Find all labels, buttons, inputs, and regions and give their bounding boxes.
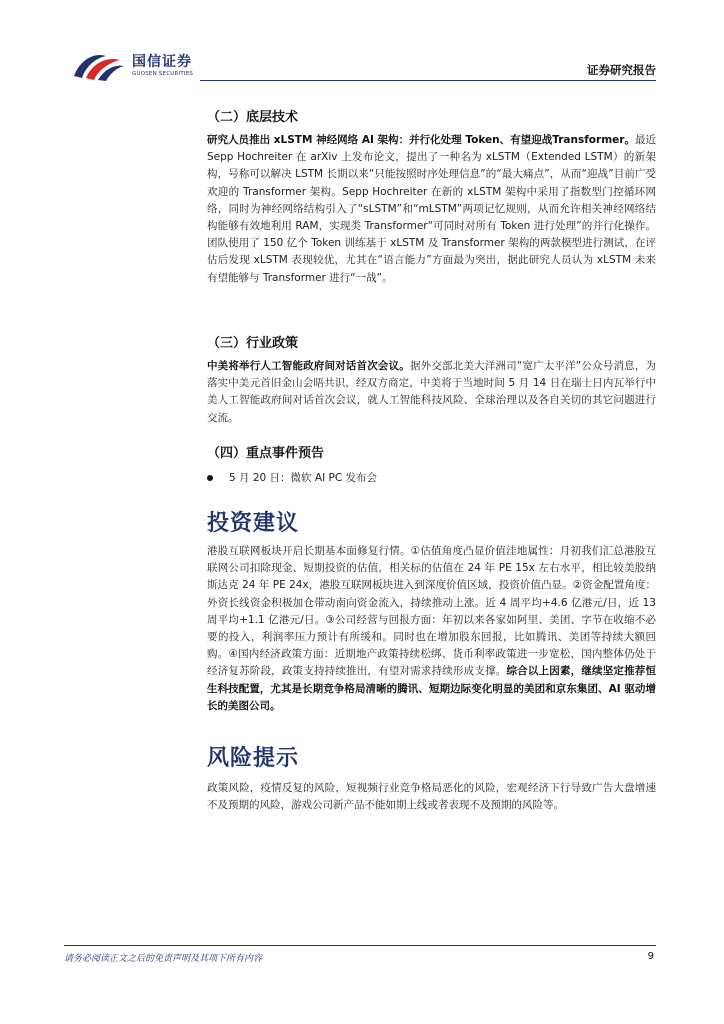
invest-paragraph: [207, 543, 656, 715]
footer-divider: [64, 945, 656, 946]
section-title-policy: （三）行业政策: [207, 336, 299, 351]
event-item-text: 5 月 20 日：微软 AI PC 发布会: [229, 472, 378, 484]
tech-paragraph: [207, 132, 656, 287]
policy-paragraph: [207, 358, 656, 427]
header-divider: [200, 80, 656, 81]
risk-paragraph: 政策风险，疫情反复的风险，短视频行业竞争格局恶化的风险，宏观经济下行导致广告大盘增速不及预期的风险，游戏公司新产品不能如期上线或者表现不及预期的风险等。: [207, 782, 656, 812]
policy-body: 据外交部北美大洋洲司“宽广太平洋”公众号消息，为落实中美元首旧金山会晤共识，经双方商定，中美将于当地时间 5 月 14 日在瑞士日内瓦举行中美人工智能政府间对话首次会议，就人工智能科技风险、全球治理以及各自关切的其它问题进行交流。: [207, 360, 656, 424]
page-header: [0, 0, 724, 90]
section-title-risk: 风险提示: [207, 746, 300, 771]
footer-disclaimer: 请务必阅读正文之后的免责声明及其项下所有内容: [64, 954, 263, 964]
logo-english-name: GUOSEN SECURITIES: [132, 71, 194, 77]
tech-lead: 研究人员推出 xLSTM 神经网络 AI 架构：并行化处理 Token、有望迎战Transformer。: [207, 134, 635, 146]
policy-lead: 中美将举行人工智能政府间对话首次会议。: [207, 360, 410, 372]
section-title-invest: 投资建议: [207, 511, 300, 536]
section-title-tech: （二）底层技术: [207, 110, 299, 125]
tech-body: 最近 Sepp Hochreiter 在 arXiv 上发布论文，提出了一种名为 xLSTM（Extended LSTM）的新架构，号称可以解决 LSTM 长期以来“只能按照时序处理信息”的“最大痛点”，从而“迎战”目前广受欢迎的 Transformer 架构。Sepp Hochreiter 在新的 xLSTM 架构中采用了指数型门控循环网络，同时为神经网络结构引入了“sLSTM”和“mLSTM”两项记忆规则，从而允许相关神经网络结构能够有效地利用 RAM，实现类 Transformer“可同时对所有 Token 进行处理”的并行化操作。团队使用了 150 亿个 Token 训练基于 xLSTM 及 Transformer 架构的两款模型进行测试，在评估后发现 xLSTM 表现较优，尤其在“语言能力”方面最为突出，据此研究人员认为 xLSTM 未来有望能够与 Transformer 进行“一战”。: [207, 134, 656, 284]
guosen-logo: [72, 50, 193, 82]
invest-conclusion: 综合以上因素，继续坚定推荐恒生科技配置，尤其是长期竞争格局清晰的腾讯、短期边际变化明显的美团和京东集团、AI 驱动增长的美图公司。: [207, 665, 657, 712]
invest-body: 港股互联网板块开启长期基本面修复行情。①估值角度凸显价值洼地属性：月初我们汇总港股互联网公司扣除现金、短期投资的估值，相关标的估值在 24 年 PE 15x 左右水平，相比较美股纳斯达克 24 年 PE 24x，港股互联网板块进入到深度价值区域，投资价值凸显。②资金配置角度：外资长线资金积极加仓带动南向资金流入，持续推动上涨。近 4 周平均+4.6 亿港元/日，近 13 周平均+1.1 亿港元/日。③公司经营与回报方面：年初以来各家如阿里、美团、字节在收缩不必要的投入，利润率压力预计有所缓和。同时也在增加股东回报，比如腾讯、美团等持续大额回购。④国内经济政策方面：近期地产政策持续松绑、货币利率政策进一步宽松，国内整体仍处于经济复苏阶段，政策支持持续推出，有望对需求持续形成支撑。: [207, 545, 656, 678]
report-type-label: 证券研究报告: [587, 63, 656, 77]
logo-chinese-name: 国信证券: [132, 54, 192, 70]
section-title-events: （四）重点事件预告: [207, 446, 325, 461]
page-number: 9: [647, 951, 654, 962]
event-list-item: [207, 470, 377, 485]
bullet-dot-icon: [207, 475, 213, 481]
guosen-logo-icon: [72, 50, 126, 82]
